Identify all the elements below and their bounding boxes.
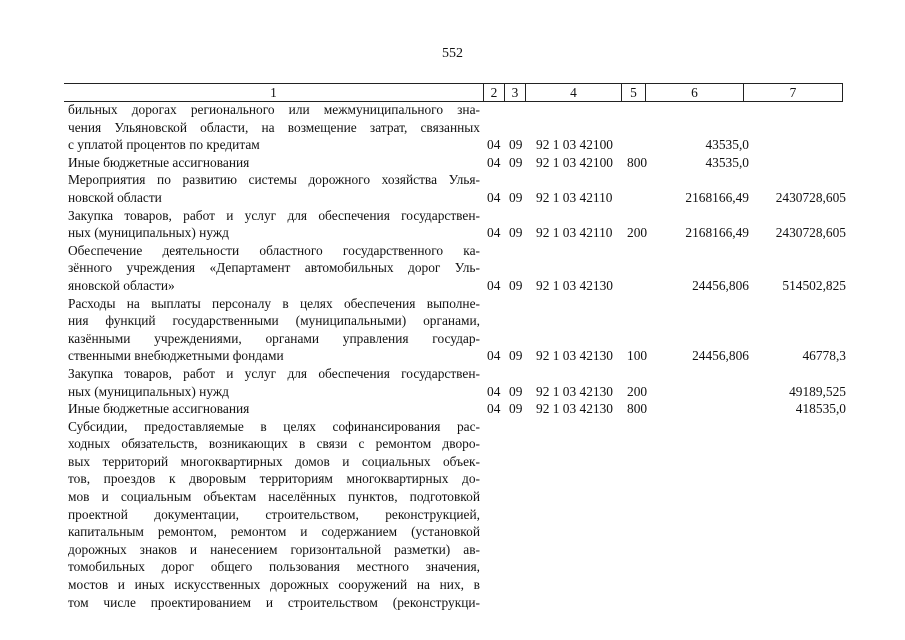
description-line: мов и социальным объектам населённых пунктов, подготовкой [68, 489, 480, 505]
target-article-code: 92 1 03 42100 [536, 137, 613, 153]
table-row [0, 400, 905, 418]
target-article-code: 92 1 03 42110 [536, 189, 613, 205]
subsection-code: 09 [509, 225, 523, 241]
amount-col6: 24456,806 [692, 277, 749, 293]
subsection-code: 09 [509, 383, 523, 399]
column-header-1: 1 [64, 84, 484, 102]
target-article-code: 92 1 03 42130 [536, 277, 613, 293]
description-line: новской области [68, 189, 162, 205]
expense-type-code: 100 [627, 348, 648, 364]
target-article-code: 92 1 03 42110 [536, 225, 613, 241]
table-row [0, 295, 905, 365]
target-article-code: 92 1 03 42100 [536, 154, 613, 170]
expense-type-code: 200 [627, 383, 648, 399]
expense-type-code: 200 [627, 225, 648, 241]
description-line: Мероприятия по развитию системы дорожного хозяйства Улья- [68, 172, 480, 188]
row-description [68, 207, 480, 242]
amount-col6: 43535,0 [705, 137, 749, 153]
column-header-row [64, 84, 843, 102]
description-line: мостов и иных искусственных дорожных сооружений на них, в [68, 577, 480, 593]
amount-col6: 2168166,49 [685, 225, 749, 241]
column-header-4: 4 [526, 84, 622, 102]
subsection-code: 09 [509, 348, 523, 364]
subsection-code: 09 [509, 277, 523, 293]
row-description [68, 418, 480, 612]
target-article-code: 92 1 03 42130 [536, 348, 613, 364]
description-line: казёнными учреждениями, органами управления государ- [68, 330, 480, 346]
section-code: 04 [487, 348, 501, 364]
target-article-code: 92 1 03 42130 [536, 401, 613, 417]
row-description [68, 171, 480, 206]
amount-col6: 24456,806 [692, 348, 749, 364]
table-row [0, 171, 905, 206]
section-code: 04 [487, 137, 501, 153]
description-line: проектной документации, строительством, реконструкцией, [68, 506, 480, 522]
description-line: зённого учреждения «Департамент автомобильных дорог Уль- [68, 260, 480, 276]
description-line: том числе проектированием и строительством (реконструкци- [68, 594, 480, 610]
description-line: томобильных дорог общего пользования местного значения, [68, 559, 480, 575]
row-description [68, 400, 480, 418]
description-line: Закупка товаров, работ и услуг для обеспечения государствен- [68, 207, 480, 223]
target-article-code: 92 1 03 42130 [536, 383, 613, 399]
description-line: Иные бюджетные ассигнования [68, 154, 250, 170]
description-line: чения Ульяновской области, на возмещение затрат, связанных [68, 119, 480, 135]
page-number: 552 [442, 46, 463, 61]
table-row [0, 365, 905, 400]
description-line: Расходы на выплаты персоналу в целях обеспечения выполне- [68, 295, 480, 311]
expense-type-code: 800 [627, 154, 648, 170]
row-description [68, 365, 480, 400]
description-line: тов, проездов к дворовым территориям многоквартирных до- [68, 471, 480, 487]
row-description [68, 101, 480, 154]
description-line: с уплатой процентов по кредитам [68, 137, 260, 153]
description-line: Субсидии, предоставляемые в целях софинансирования рас- [68, 418, 480, 434]
description-line: дорожных знаков и нанесением горизонтальной разметки) ав- [68, 541, 480, 557]
section-code: 04 [487, 383, 501, 399]
amount-col7: 46778,3 [802, 348, 846, 364]
column-header-table [64, 83, 843, 102]
description-line: яновской области» [68, 277, 175, 293]
amount-col6: 43535,0 [705, 154, 749, 170]
row-description [68, 242, 480, 295]
description-line: ственными внебюджетными фондами [68, 348, 284, 364]
column-header-5: 5 [622, 84, 646, 102]
table-row [0, 207, 905, 242]
row-description [68, 154, 480, 172]
description-line: Закупка товаров, работ и услуг для обеспечения государствен- [68, 365, 480, 381]
description-line: Обеспечение деятельности областного государственного ка- [68, 242, 480, 258]
description-line: капитальным ремонтом, ремонтом и содержанием (установкой [68, 524, 480, 540]
amount-col7: 514502,825 [782, 277, 846, 293]
description-line: ходных обязательств, возникающих в связи с ремонтом дворо- [68, 436, 480, 452]
column-header-2: 2 [484, 84, 505, 102]
section-code: 04 [487, 277, 501, 293]
budget-table-body [0, 101, 905, 611]
subsection-code: 09 [509, 137, 523, 153]
column-header-6: 6 [646, 84, 744, 102]
amount-col7: 418535,0 [795, 401, 846, 417]
section-code: 04 [487, 225, 501, 241]
table-row [0, 154, 905, 172]
description-line: вых территорий многоквартирных домов и социальных объек- [68, 453, 480, 469]
description-line: ных (муниципальных) нужд [68, 225, 229, 241]
section-code: 04 [487, 154, 501, 170]
description-line: ных (муниципальных) нужд [68, 383, 229, 399]
subsection-code: 09 [509, 154, 523, 170]
column-header-7: 7 [744, 84, 843, 102]
table-row [0, 242, 905, 295]
table-row [0, 418, 905, 612]
description-line: ния функций государственными (муниципальными) органами, [68, 313, 480, 329]
description-line: Иные бюджетные ассигнования [68, 401, 250, 417]
row-description [68, 295, 480, 365]
expense-type-code: 800 [627, 401, 648, 417]
description-line: бильных дорогах регионального или межмуниципального зна- [68, 102, 480, 117]
subsection-code: 09 [509, 189, 523, 205]
table-row [0, 101, 905, 154]
section-code: 04 [487, 401, 501, 417]
section-code: 04 [487, 189, 501, 205]
amount-col7: 49189,525 [789, 383, 846, 399]
amount-col7: 2430728,605 [775, 189, 846, 205]
column-header-3: 3 [505, 84, 526, 102]
amount-col6: 2168166,49 [685, 189, 749, 205]
amount-col7: 2430728,605 [775, 225, 846, 241]
subsection-code: 09 [509, 401, 523, 417]
